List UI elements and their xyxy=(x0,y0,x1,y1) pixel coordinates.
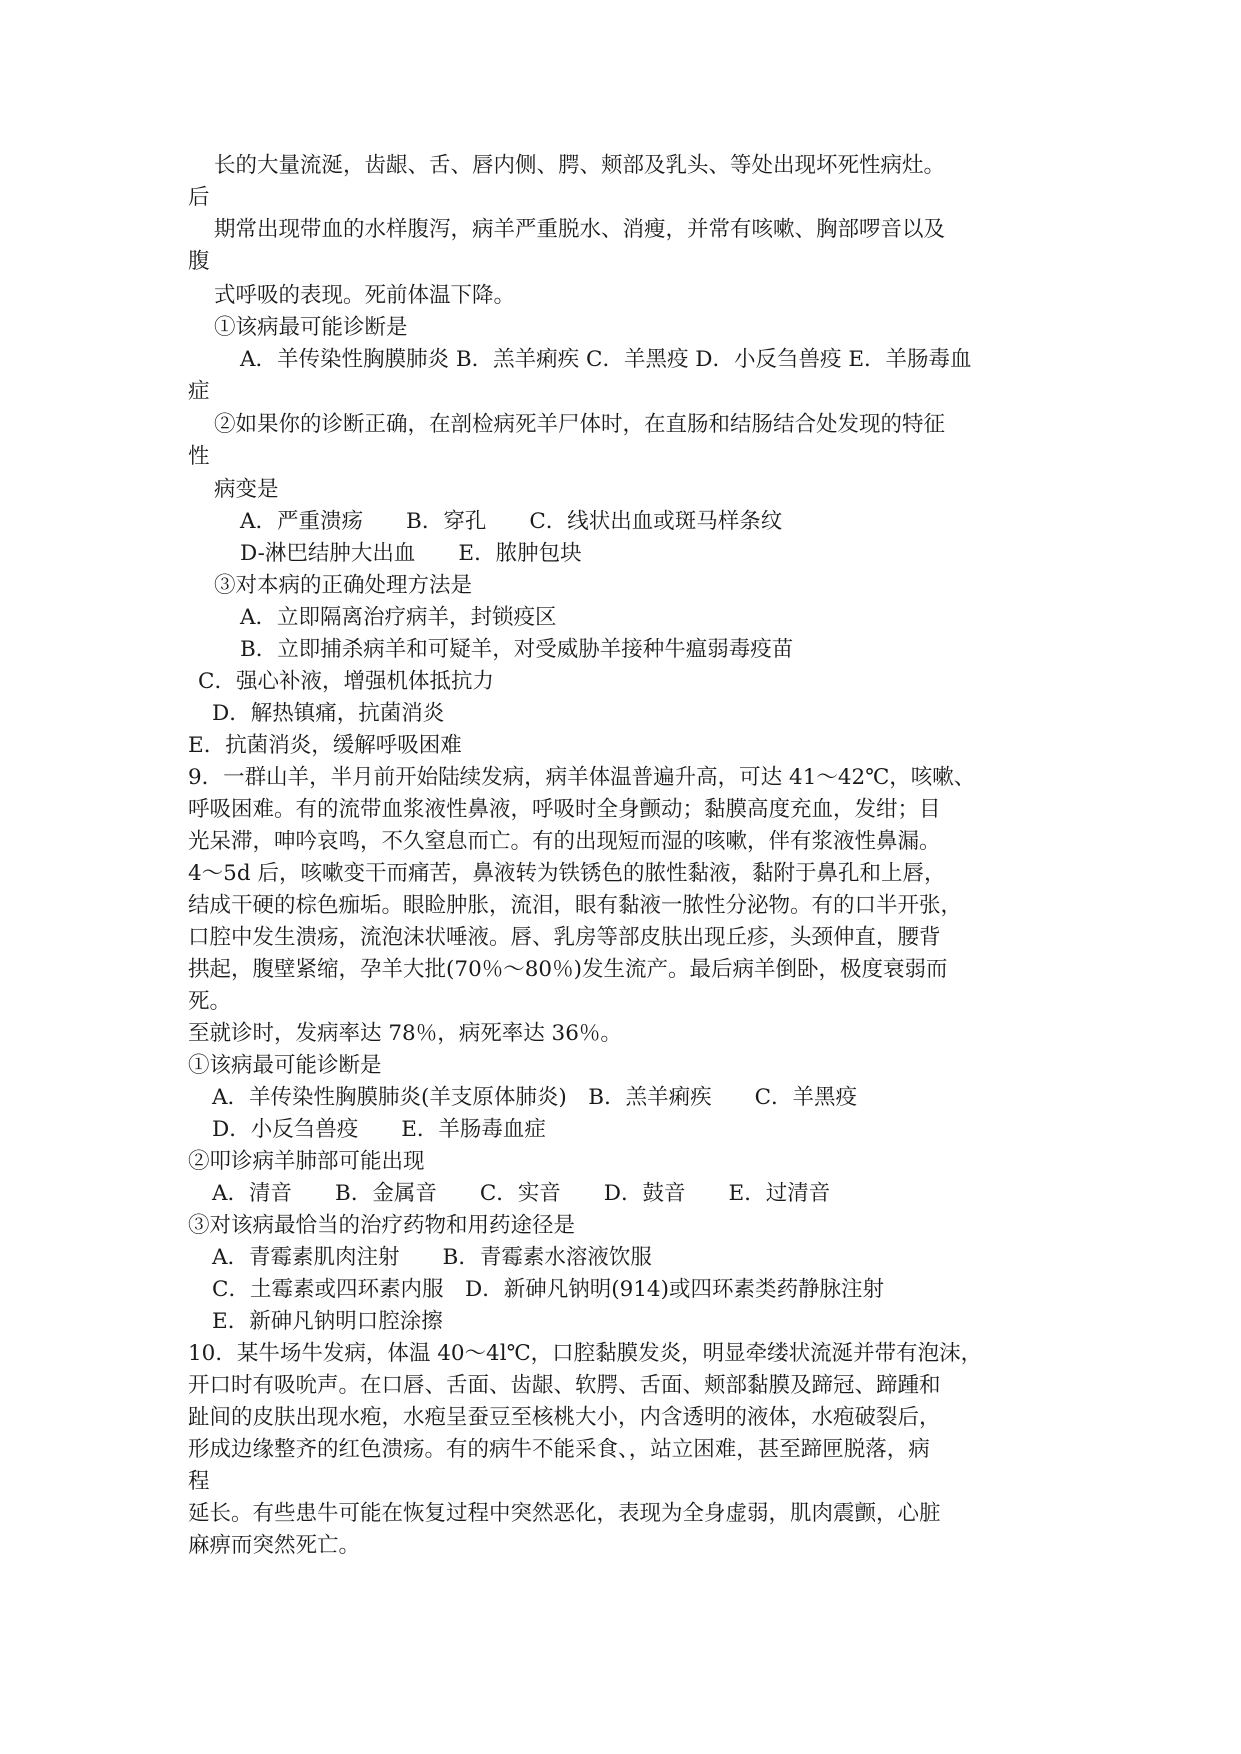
answer-options: D．小反刍兽疫 E．羊肠毒血症 xyxy=(212,1117,546,1142)
text-line: 症 xyxy=(188,379,210,404)
text-line: 口腔中发生溃疡，流泡沫状唾液。唇、乳房等部皮肤出现丘疹，头颈伸直，腰背 xyxy=(188,925,941,950)
text-line: 开口时有吸吮声。在口唇、舌面、齿龈、软腭、舌面、颊部黏膜及蹄冠、蹄踵和 xyxy=(188,1373,941,1398)
text-line: 呼吸困难。有的流带血浆液性鼻液，呼吸时全身颤动；黏膜高度充血，发绀；目 xyxy=(188,797,941,822)
answer-options: A．青霉素肌肉注射 B．青霉素水溶液饮服 xyxy=(212,1245,652,1270)
text-line: 结成干硬的棕色痂垢。眼睑肿胀，流泪，眼有黏液一脓性分泌物。有的口半开张， xyxy=(188,893,963,918)
text-line: 4～5d 后，咳嗽变干而痛苦，鼻液转为铁锈色的脓性黏液，黏附于鼻孔和上唇， xyxy=(188,861,946,886)
text-line: 死。 xyxy=(188,989,232,1014)
text-line: 长的大量流涎，齿龈、舌、唇内侧、腭、颊部及乳头、等处出现坏死性病灶。 xyxy=(214,153,946,178)
answer-option: D．解热镇痛，抗菌消炎 xyxy=(212,701,445,726)
answer-option: A．立即隔离治疗病羊，封锁疫区 xyxy=(240,605,557,630)
question-prompt: ③对该病最恰当的治疗药物和用药途径是 xyxy=(188,1213,576,1238)
question-prompt: ③对本病的正确处理方法是 xyxy=(214,573,473,598)
answer-options: A．严重溃疡 B．穿孔 C．线状出血或斑马样条纹 xyxy=(240,509,783,534)
answer-option: E．抗菌消炎，缓解呼吸困难 xyxy=(188,733,462,758)
text-line: 性 xyxy=(188,444,210,469)
answer-options: A．羊传染性胸膜肺炎(羊支原体肺炎) B．羔羊痢疾 C．羊黑疫 xyxy=(212,1085,858,1110)
text-line: 后 xyxy=(188,185,210,210)
answer-option: C．强心补液，增强机体抵抗力 xyxy=(198,669,494,694)
answer-option: E．新砷凡钠明口腔涂擦 xyxy=(212,1309,443,1334)
text-line: 延长。有些患牛可能在恢复过程中突然恶化，表现为全身虚弱，肌肉震颤，心脏 xyxy=(188,1501,941,1526)
question-prompt: ①该病最可能诊断是 xyxy=(188,1053,382,1078)
text-line: 式呼吸的表现。死前体温下降。 xyxy=(214,283,516,308)
question-prompt: ①该病最可能诊断是 xyxy=(214,315,408,340)
question-prompt: ②叩诊病羊肺部可能出现 xyxy=(188,1149,425,1174)
question-10-stem: 10．某牛场牛发病，体温 40～4l℃，口腔黏膜发炎，明显牵缕状流涎并带有泡沫， xyxy=(188,1341,983,1366)
text-line: 光呆滞，呻吟哀鸣，不久窒息而亡。有的出现短而湿的咳嗽，伴有浆液性鼻漏。 xyxy=(188,829,941,854)
question-9-stem: 9．一群山羊，半月前开始陆续发病，病羊体温普遍升高，可达 41～42℃，咳嗽、 xyxy=(188,765,976,790)
text-line: 趾间的皮肤出现水疱，水疱呈蚕豆至核桃大小，内含透明的液体，水疱破裂后， xyxy=(188,1405,941,1430)
answer-options: A．羊传染性胸膜肺炎 B．羔羊痢疾 C．羊黑疫 D．小反刍兽疫 E．羊肠毒血 xyxy=(240,347,972,372)
text-line: 麻痹而突然死亡。 xyxy=(188,1533,361,1558)
text-line: 程 xyxy=(188,1469,210,1494)
text-line: 期常出现带血的水样腹泻，病羊严重脱水、消瘦，并常有咳嗽、胸部啰音以及 xyxy=(214,217,946,242)
text-line: 至就诊时，发病率达 78％，病死率达 36％。 xyxy=(188,1021,622,1046)
answer-options: A．清音 B．金属音 C．实音 D．鼓音 E．过清音 xyxy=(212,1181,831,1206)
text-line: 拱起，腹壁紧缩，孕羊大批(70％～80％)发生流产。最后病羊倒卧，极度衰弱而 xyxy=(188,957,948,982)
answer-option: B．立即捕杀病羊和可疑羊，对受威胁羊接种牛瘟弱毒疫苗 xyxy=(240,637,794,662)
answer-options: C．土霉素或四环素内服 D．新砷凡钠明(914)或四环素类药静脉注射 xyxy=(212,1277,885,1302)
text-line: 病变是 xyxy=(214,477,279,502)
text-line: 腹 xyxy=(188,249,210,274)
question-prompt: ②如果你的诊断正确，在剖检病死羊尸体时，在直肠和结肠结合处发现的特征 xyxy=(214,412,946,437)
text-line: 形成边缘整齐的红色溃疡。有的病牛不能采食、，站立困难，甚至蹄匣脱落，病 xyxy=(188,1437,930,1462)
answer-options: D-淋巴结肿大出血 E．脓肿包块 xyxy=(240,541,582,566)
